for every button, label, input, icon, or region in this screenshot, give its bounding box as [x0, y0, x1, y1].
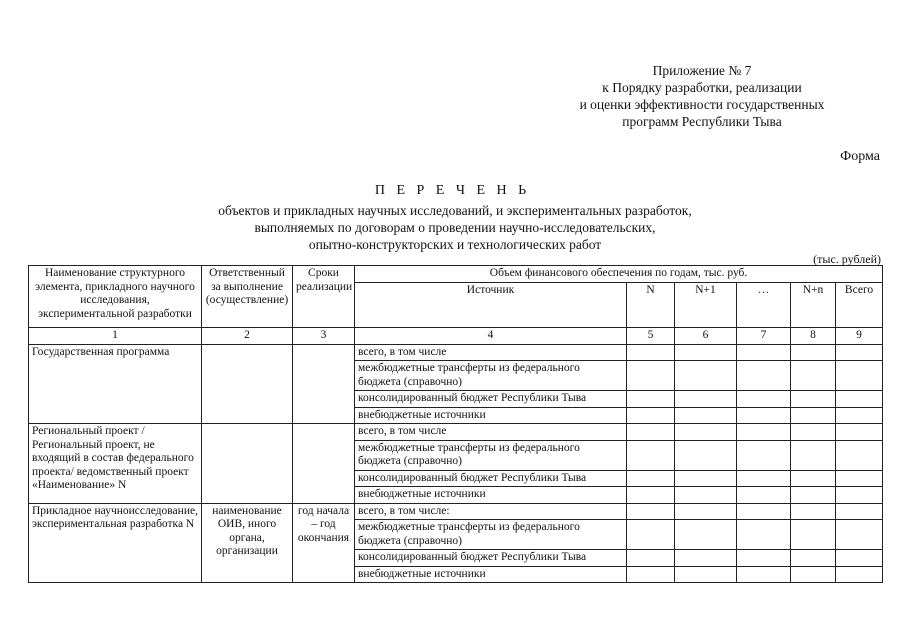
- value-cell: [791, 550, 836, 567]
- value-cell: [737, 550, 791, 567]
- value-cell: [675, 344, 737, 361]
- value-cell: [836, 424, 883, 441]
- row-period: год начала – год окончания: [293, 503, 355, 583]
- value-cell: [836, 566, 883, 583]
- row-name: Государственная программа: [29, 344, 202, 424]
- value-cell: [627, 487, 675, 504]
- value-cell: [836, 520, 883, 550]
- row-name: Региональный проект / Региональный проект, не входящий в состав федерального проекта/ ведомственный проект «Наименование» N: [29, 424, 202, 504]
- value-cell: [627, 440, 675, 470]
- column-number-row: [29, 328, 883, 345]
- table-row: [29, 344, 883, 361]
- value-cell: [627, 407, 675, 424]
- value-cell: [791, 391, 836, 408]
- column-number: 4: [355, 328, 627, 345]
- value-cell: [675, 503, 737, 520]
- header-responsible-col: Ответственный за выполнение (осуществление): [202, 266, 293, 328]
- row-source: консолидированный бюджет Республики Тыва: [355, 470, 627, 487]
- value-cell: [836, 407, 883, 424]
- row-source: внебюджетные источники: [355, 407, 627, 424]
- header-year: …: [737, 283, 791, 328]
- column-number: 7: [737, 328, 791, 345]
- value-cell: [675, 424, 737, 441]
- value-cell: [836, 550, 883, 567]
- value-cell: [791, 470, 836, 487]
- value-cell: [675, 566, 737, 583]
- header-funding: Объем финансового обеспечения по годам, тыс. руб.: [355, 266, 883, 283]
- row-source: межбюджетные трансферты из федерального бюджета (справочно): [355, 520, 627, 550]
- header-period-col: Сроки реализации: [293, 266, 355, 328]
- value-cell: [627, 344, 675, 361]
- value-cell: [791, 440, 836, 470]
- column-number: 2: [202, 328, 293, 345]
- row-source: всего, в том числе: [355, 424, 627, 441]
- row-responsible: [202, 344, 293, 424]
- value-cell: [836, 470, 883, 487]
- value-cell: [791, 520, 836, 550]
- value-cell: [627, 550, 675, 567]
- subtitle-line: объектов и прикладных научных исследований, и экспериментальных разработок,: [218, 203, 692, 218]
- document-subtitle: [130, 202, 780, 253]
- value-cell: [737, 440, 791, 470]
- table-row: [29, 424, 883, 441]
- value-cell: [737, 470, 791, 487]
- value-cell: [737, 566, 791, 583]
- funding-table: [28, 265, 883, 583]
- value-cell: [791, 361, 836, 391]
- document-title: П Е Р Е Ч Е Н Ь: [374, 183, 531, 198]
- subtitle-line: опытно-конструкторских и технологических работ: [308, 237, 602, 252]
- units-label: (тыс. рублей): [813, 252, 881, 266]
- value-cell: [737, 344, 791, 361]
- value-cell: [791, 407, 836, 424]
- value-cell: [737, 520, 791, 550]
- column-number: 5: [627, 328, 675, 345]
- value-cell: [675, 487, 737, 504]
- row-period: [293, 424, 355, 504]
- row-responsible: [202, 424, 293, 504]
- value-cell: [791, 487, 836, 504]
- value-cell: [627, 361, 675, 391]
- column-number: 1: [29, 328, 202, 345]
- value-cell: [791, 344, 836, 361]
- value-cell: [836, 361, 883, 391]
- row-source: консолидированный бюджет Республики Тыва: [355, 391, 627, 408]
- value-cell: [627, 424, 675, 441]
- value-cell: [791, 566, 836, 583]
- value-cell: [627, 470, 675, 487]
- appendix-header: [537, 62, 867, 130]
- row-source: внебюджетные источники: [355, 566, 627, 583]
- value-cell: [627, 391, 675, 408]
- value-cell: [836, 487, 883, 504]
- value-cell: [836, 440, 883, 470]
- row-responsible: наименование ОИВ, иного органа, организации: [202, 503, 293, 583]
- value-cell: [791, 424, 836, 441]
- value-cell: [675, 470, 737, 487]
- row-source: всего, в том числе:: [355, 503, 627, 520]
- value-cell: [627, 503, 675, 520]
- row-source: всего, в том числе: [355, 344, 627, 361]
- value-cell: [737, 407, 791, 424]
- appendix-line: к Порядку разработки, реализации: [602, 80, 802, 95]
- row-source: межбюджетные трансферты из федерального бюджета (справочно): [355, 440, 627, 470]
- value-cell: [675, 361, 737, 391]
- header-year: N+1: [675, 283, 737, 328]
- form-label: Форма: [840, 149, 880, 164]
- value-cell: [737, 391, 791, 408]
- value-cell: [675, 391, 737, 408]
- value-cell: [836, 503, 883, 520]
- header-year: N+n: [791, 283, 836, 328]
- header-name-col: Наименование структурного элемента, прикладного научного исследования, экспериментальной разработки: [29, 266, 202, 328]
- appendix-line: программ Республики Тыва: [622, 114, 782, 129]
- value-cell: [737, 487, 791, 504]
- value-cell: [737, 424, 791, 441]
- header-source: Источник: [355, 283, 627, 328]
- row-source: консолидированный бюджет Республики Тыва: [355, 550, 627, 567]
- value-cell: [737, 503, 791, 520]
- appendix-line: и оценки эффективности государственных: [579, 97, 825, 112]
- header-total: Всего: [836, 283, 883, 328]
- value-cell: [675, 440, 737, 470]
- column-number: 6: [675, 328, 737, 345]
- value-cell: [836, 391, 883, 408]
- appendix-line: Приложение № 7: [652, 63, 752, 78]
- column-number: 8: [791, 328, 836, 345]
- value-cell: [675, 520, 737, 550]
- table-row: [29, 503, 883, 520]
- row-source: внебюджетные источники: [355, 487, 627, 504]
- value-cell: [675, 550, 737, 567]
- value-cell: [627, 566, 675, 583]
- subtitle-line: выполняемых по договорам о проведении научно-исследовательских,: [254, 220, 656, 235]
- header-year: N: [627, 283, 675, 328]
- value-cell: [791, 503, 836, 520]
- value-cell: [737, 361, 791, 391]
- value-cell: [836, 344, 883, 361]
- row-source: межбюджетные трансферты из федерального бюджета (справочно): [355, 361, 627, 391]
- row-name: Прикладное научноисследование, экспериментальная разработка N: [29, 503, 202, 583]
- table-header-row: [29, 266, 883, 283]
- column-number: 3: [293, 328, 355, 345]
- column-number: 9: [836, 328, 883, 345]
- value-cell: [675, 407, 737, 424]
- row-period: [293, 344, 355, 424]
- value-cell: [627, 520, 675, 550]
